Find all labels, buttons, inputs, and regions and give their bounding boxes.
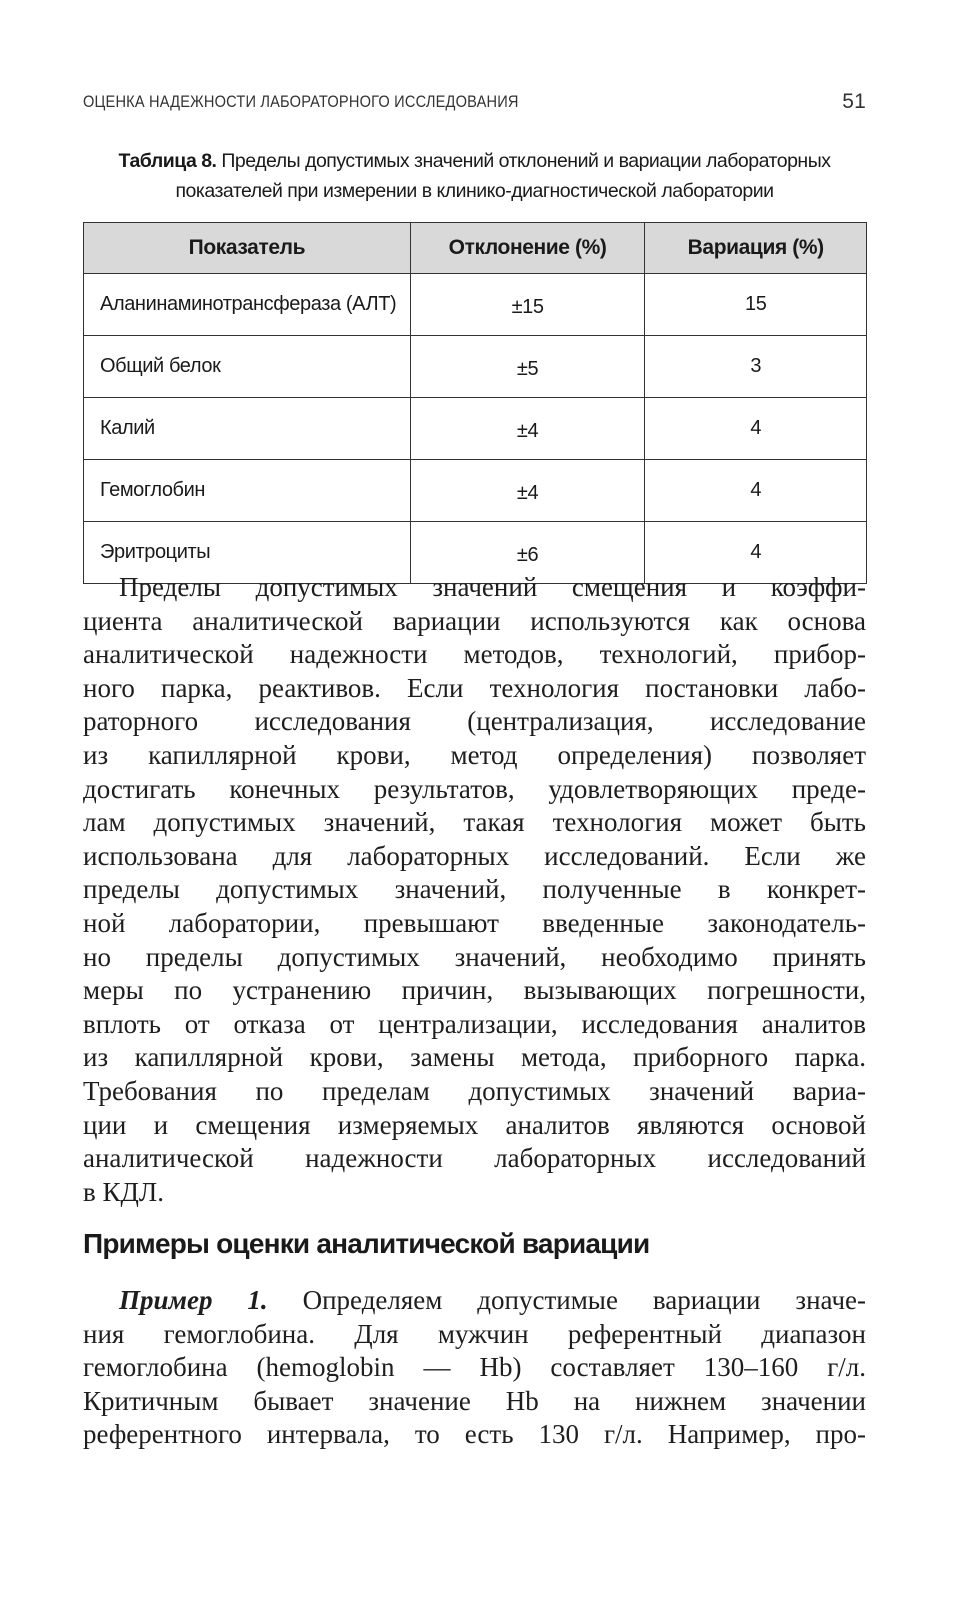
text-line: ния гемоглобина. Для мужчин референтный диапазон <box>83 1318 866 1349</box>
body-paragraph <box>83 571 866 1209</box>
text-line: вплоть от отказа от централизации, исследования аналитов <box>83 1008 866 1039</box>
example-paragraph <box>83 1284 866 1452</box>
section-heading: Примеры оценки аналитической вариации <box>83 1228 650 1259</box>
deviation-cell: ±4 <box>410 460 645 522</box>
running-header <box>83 92 866 112</box>
variation-cell: 4 <box>645 460 867 522</box>
text-line: референтного интервала, то есть 130 г/л. Например, про- <box>83 1419 866 1450</box>
text-line: но пределы допустимых значений, необходимо принять <box>83 941 866 972</box>
variation-cell: 3 <box>645 336 867 398</box>
column-header: Показатель <box>84 223 411 274</box>
table-row <box>84 398 867 460</box>
text-line: меры по устранению причин, вызывающих погрешности, <box>83 975 866 1006</box>
text-line: раторного исследования (централизация, исследование <box>83 706 866 737</box>
table-row <box>84 460 867 522</box>
table-row <box>84 274 867 336</box>
variation-cell: 15 <box>645 274 867 336</box>
example-text: Определяем допустимые вариации значе- <box>267 1285 867 1315</box>
table-caption-label: Таблица 8. <box>118 150 217 172</box>
page-number: 51 <box>842 90 866 113</box>
text-line: из капиллярной крови, метод определения) позволяет <box>83 739 866 770</box>
example-label: Пример 1. <box>119 1285 268 1315</box>
text-line: аналитической надежности лабораторных исследований <box>83 1143 866 1174</box>
text-line: из капиллярной крови, замены метода, приборного парка. <box>83 1042 866 1073</box>
text-line: в КДЛ. <box>83 1176 164 1207</box>
column-header: Отклонение (%) <box>410 223 645 274</box>
variation-cell: 4 <box>645 522 867 584</box>
text-line: циента аналитической вариации используются как основа <box>83 605 866 636</box>
variation-cell: 4 <box>645 398 867 460</box>
text-line: ной лаборатории, превышают введенные законодатель- <box>83 907 866 938</box>
table-caption <box>83 146 866 206</box>
text-line: достигать конечных результатов, удовлетворяющих преде- <box>83 773 866 804</box>
running-header-title: ОЦЕНКА НАДЕЖНОСТИ ЛАБОРАТОРНОГО ИССЛЕДОВАНИЯ <box>83 92 519 111</box>
indicator-cell: Калий <box>84 398 411 460</box>
deviation-cell: ±4 <box>410 398 645 460</box>
table-caption-text: Пределы допустимых значений отклонений и вариации лабораторных <box>221 150 831 172</box>
indicator-cell: Общий белок <box>84 336 411 398</box>
limits-table <box>83 222 867 584</box>
text-line: Требования по пределам допустимых значений вариа- <box>83 1075 866 1106</box>
text-line: использована для лабораторных исследований. Если же <box>83 840 866 871</box>
indicator-cell: Аланинаминотрансфераза (АЛТ) <box>84 274 411 336</box>
table-caption-text-2: показателей при измерении в клинико-диагностической лаборатории <box>175 180 774 202</box>
deviation-cell: ±15 <box>410 274 645 336</box>
text-line: Критичным бывает значение Hb на нижнем значении <box>83 1385 866 1416</box>
text-line: лам допустимых значений, такая технология может быть <box>83 807 866 838</box>
indicator-cell: Эритроциты <box>84 522 411 584</box>
example-first-line <box>83 1284 866 1318</box>
text-line: Пределы допустимых значений смещения и коэффи- <box>119 572 866 602</box>
text-line: ции и смещения измеряемых аналитов являются основой <box>83 1109 866 1140</box>
text-line: ного парка, реактивов. Если технология постановки лабо- <box>83 672 866 703</box>
table-row <box>84 336 867 398</box>
text-line: аналитической надежности методов, технологий, прибор- <box>83 639 866 670</box>
table-header-row <box>84 223 867 274</box>
text-line: пределы допустимых значений, полученные в конкрет- <box>83 874 866 905</box>
indicator-cell: Гемоглобин <box>84 460 411 522</box>
column-header: Вариация (%) <box>645 223 867 274</box>
deviation-cell: ±5 <box>410 336 645 398</box>
deviation-cell: ±6 <box>410 522 645 584</box>
text-line: гемоглобина (hemoglobin — Hb) составляет 130–160 г/л. <box>83 1352 866 1383</box>
